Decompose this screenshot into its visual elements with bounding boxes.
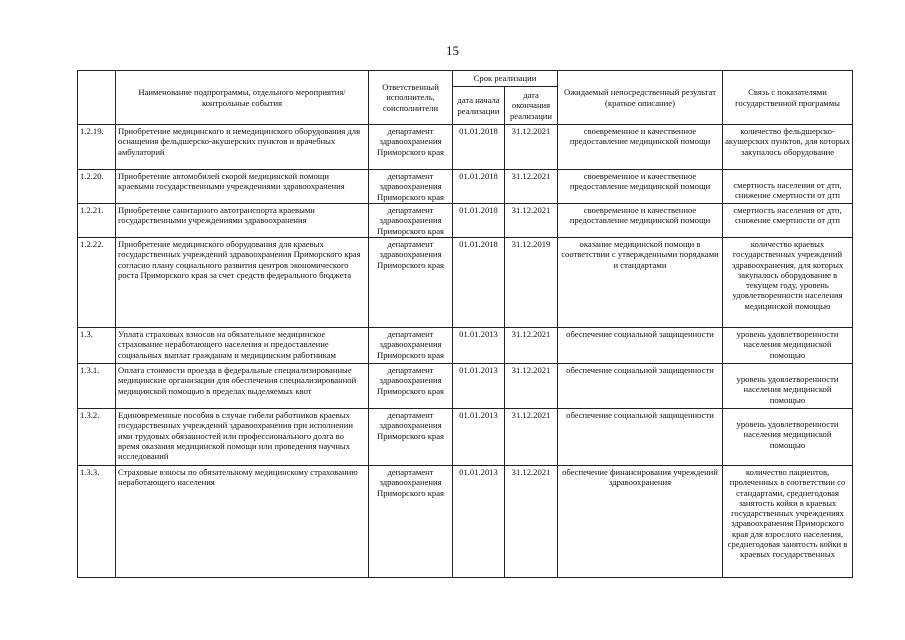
header-name: Наименование подпрограммы, отдельного мероприятия/контрольные события xyxy=(116,71,369,125)
row-link: уровень удовлетворенности населения медицинской помощью xyxy=(723,328,853,364)
table-row xyxy=(78,328,853,364)
row-link: уровень удовлетворенности населения медицинской помощью xyxy=(723,364,853,409)
row-number: 1.3.3. xyxy=(78,466,116,578)
row-link: количество краевых государственных учреждений здравоохранения, для которых закупалось оборудование в текущем году, уровень удовлетворенности населения медицинской помощью xyxy=(723,238,853,328)
row-end-date: 31.12.2021 xyxy=(505,170,558,204)
header-term: Срок реализации xyxy=(453,71,558,87)
row-start-date: 01.01.2018 xyxy=(453,204,505,238)
table-row xyxy=(78,409,853,466)
row-number: 1.3. xyxy=(78,328,116,364)
row-link: количество фельдшерско-акушерских пунктов, для которых закупалось оборудование xyxy=(723,125,853,170)
row-start-date: 01.01.2018 xyxy=(453,170,505,204)
header-responsible: Ответственный исполнитель, соисполнители xyxy=(369,71,453,125)
row-end-date: 31.12.2021 xyxy=(505,328,558,364)
row-start-date: 01.01.2013 xyxy=(453,409,505,466)
row-end-date: 31.12.2021 xyxy=(505,125,558,170)
row-responsible: департамент здравоохранения Приморского края xyxy=(369,204,453,238)
header-link: Связь с показателями государственной программы xyxy=(723,71,853,125)
row-number: 1.2.20. xyxy=(78,170,116,204)
row-name: Единовременные пособия в случае гибели работников краевых государственных учреждений здравоохранения при исполнении ими трудовых обязанностей или профессионального долга во время оказания медицинской помощи или проведения научных исследований xyxy=(116,409,369,466)
row-name: Оплата стоимости проезда в федеральные специализированные медицинские организации для обеспечения специализированной медицинской помощью в пределах выделяемых квот xyxy=(116,364,369,409)
row-number: 1.3.1. xyxy=(78,364,116,409)
row-name: Страховые взносы по обязательному медицинскому страхованию неработающего населения xyxy=(116,466,369,578)
row-responsible: департамент здравоохранения Приморского края xyxy=(369,328,453,364)
table-row xyxy=(78,238,853,328)
header-result: Ожидаемый непосредственный результат (краткое описание) xyxy=(558,71,723,125)
row-responsible: департамент здравоохранения Приморского края xyxy=(369,125,453,170)
header-number xyxy=(78,71,116,125)
row-name: Приобретение санитарного автотранспорта краевыми государственными учреждениями здравоохранения xyxy=(116,204,369,238)
table-row xyxy=(78,364,853,409)
row-link: смертность населения от дтп, снижение смертности от дтп xyxy=(723,204,853,238)
row-result: обеспечение социальной защищенности xyxy=(558,409,723,466)
row-end-date: 31.12.2021 xyxy=(505,409,558,466)
row-link: уровень удовлетворенности населения медицинской помощью xyxy=(723,409,853,466)
row-start-date: 01.01.2013 xyxy=(453,466,505,578)
row-number: 1.2.22. xyxy=(78,238,116,328)
row-number: 1.2.21. xyxy=(78,204,116,238)
row-responsible: департамент здравоохранения Приморского края xyxy=(369,409,453,466)
row-name: Приобретение автомобилей скорой медицинской помощи краевыми государственными учреждениями здравоохранения xyxy=(116,170,369,204)
row-number: 1.3.2. xyxy=(78,409,116,466)
row-result: обеспечение социальной защищенности xyxy=(558,364,723,409)
row-result: обеспечение социальной защищенности xyxy=(558,328,723,364)
program-table xyxy=(77,70,853,578)
table-row xyxy=(78,466,853,578)
row-responsible: департамент здравоохранения Приморского края xyxy=(369,364,453,409)
row-result: обеспечение финансирования учреждений здравоохранения xyxy=(558,466,723,578)
row-end-date: 31.12.2019 xyxy=(505,238,558,328)
header-end-date: дата окончания реализации xyxy=(505,87,558,125)
row-result: своевременное и качественное предоставление медицинской помощи xyxy=(558,170,723,204)
table-row xyxy=(78,170,853,204)
row-result: оказание медицинской помощи в соответствии с утвержденными порядками и стандартами xyxy=(558,238,723,328)
row-start-date: 01.01.2013 xyxy=(453,364,505,409)
row-link: смертность населения от дтп, снижение смертности от дтп xyxy=(723,170,853,204)
row-end-date: 31.12.2021 xyxy=(505,466,558,578)
row-result: своевременное и качественное предоставление медицинской помощи xyxy=(558,204,723,238)
row-end-date: 31.12.2021 xyxy=(505,364,558,409)
row-responsible: департамент здравоохранения Приморского края xyxy=(369,238,453,328)
header-start-date: дата начала реализации xyxy=(453,87,505,125)
table-row xyxy=(78,204,853,238)
row-start-date: 01.01.2018 xyxy=(453,125,505,170)
row-responsible: департамент здравоохранения Приморского края xyxy=(369,466,453,578)
row-end-date: 31.12.2021 xyxy=(505,204,558,238)
row-name: Приобретение медицинского и немедицинского оборудования для оснащения фельдшерско-акушерских пунктов и врачебных амбулаторий xyxy=(116,125,369,170)
row-result: своевременное и качественное предоставление медицинской помощи xyxy=(558,125,723,170)
row-responsible: департамент здравоохранения Приморского края xyxy=(369,170,453,204)
table-row xyxy=(78,125,853,170)
page-number: 15 xyxy=(446,43,459,58)
row-number: 1.2.19. xyxy=(78,125,116,170)
row-link: количество пациентов, пролеченных в соответствии со стандартами, среднегодовая занятость койки в краевых государственных учреждениях здравоохранения Приморского края для взрослого населения, среднегодовая занятость койки в краевых государственных xyxy=(723,466,853,578)
row-name: Приобретение медицинского оборудования для краевых государственных учреждений здравоохранения Приморского края согласно плану социального развития центров экономического роста Приморского края за счет средств федерального бюджета xyxy=(116,238,369,328)
row-name: Уплата страховых взносов на обязательное медицинское страхование неработающего населения и предоставление социальных выплат гражданам и медицинским работникам xyxy=(116,328,369,364)
row-start-date: 01.01.2013 xyxy=(453,328,505,364)
row-start-date: 01.01.2018 xyxy=(453,238,505,328)
